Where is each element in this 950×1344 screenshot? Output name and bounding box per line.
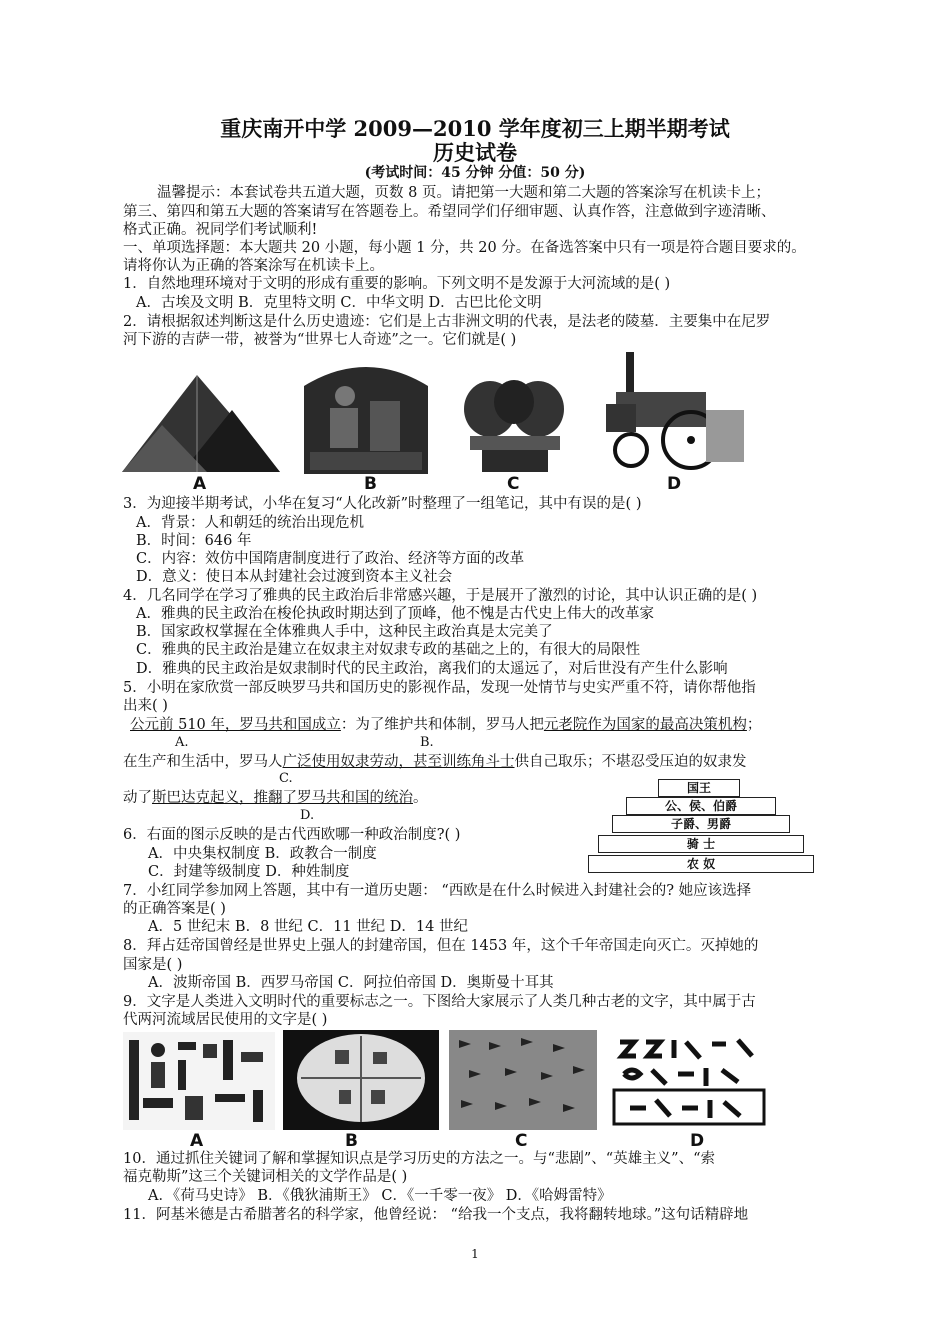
pyramid-level-nobles: 公、侯、伯爵 <box>626 797 776 815</box>
passage-label-c: C. <box>279 771 293 786</box>
passage-label-a: A. <box>175 735 189 750</box>
question-4-stem: 4．几名同学在学习了雅典的民主政治后非常感兴趣，于是展开了激烈的讨论，其中认识正确的是( ) <box>123 588 758 604</box>
passage-d-text: 斯巴达克起义，推翻了罗马共和国的统治 <box>152 790 413 806</box>
lion-capital-image <box>460 374 570 474</box>
exam-subtitle: 历史试卷 <box>433 140 517 165</box>
notice-line: 格式正确。祝同学们考试顺利! <box>123 222 318 238</box>
pyramid-level-viscounts: 子爵、男爵 <box>612 815 790 833</box>
question-5-stem: 5．小明在家欣赏一部反映罗马共和国历史的影视作品，发现一处情节与史实严重不符，请你帮他指 <box>123 680 756 696</box>
question-2-stem: 2．请根据叙述判断这是什么历史遗迹：它们是上古非洲文明的代表，是法老的陵墓．主要集中在尼罗 <box>123 314 771 330</box>
image-label-c: C <box>515 1131 528 1151</box>
notice-line: 温馨提示：本套试卷共五道大题，页数 8 页。请把第一大题和第二大题的答案涂写在机读卡上； <box>157 185 770 201</box>
section-heading: 一、单项选择题：本大题共 20 小题，每小题 1 分，共 20 分。在备选答案中只有一项是符合题目要求的。 <box>123 240 806 256</box>
question-4-option: A．雅典的民主政治在梭伦执政时期达到了顶峰，他不愧是古代史上伟大的改革家 <box>136 606 654 622</box>
question-3-option: A．背景：人和朝廷的统治出现危机 <box>136 515 364 531</box>
question-5-passage-line2: 在生产和生活中，罗马人广泛使用奴隶劳动，甚至训练角斗士供自己取乐；不堪忍受压迫的奴隶发 <box>123 754 747 770</box>
question-11-stem: 11．阿基米德是古希腊著名的科学家，他曾经说： “给我一个支点，我将翻转地球。”这句话精辟地 <box>123 1207 749 1223</box>
question-6-options: A．中央集权制度 B．政教合一制度 <box>148 846 377 862</box>
image-label-a: A <box>190 1131 204 1151</box>
passage-a-text: 公元前 510 年，罗马共和国成立 <box>130 717 341 733</box>
image-label-d: D <box>690 1131 705 1151</box>
question-10-options: A．《荷马史诗》 B．《俄狄浦斯王》 C．《一千零一夜》 D．《哈姆雷特》 <box>148 1188 612 1204</box>
question-3-option: B．时间：646 年 <box>136 533 252 549</box>
oracle-bone-image <box>283 1030 439 1130</box>
image-label-d: D <box>667 474 682 494</box>
stele-image <box>300 356 432 474</box>
question-4-option: B．国家政权掌握在全体雅典人手中，这种民主政治真是太完美了 <box>136 624 553 640</box>
question-1-options: A．古埃及文明 B．克里特文明 C．中华文明 D．古巴比伦文明 <box>136 295 542 311</box>
question-9-stem: 9．文字是人类进入文明时代的重要标志之一。下图给大家展示了人类几种古老的文字，其中属于古 <box>123 994 756 1010</box>
image-label-a: A <box>193 474 207 494</box>
question-10-stem: 福克勒斯”这三个关键词相关的文学作品是( ) <box>123 1169 408 1185</box>
passage-c-text: 广泛使用奴隶劳动，甚至训练角斗士 <box>282 754 515 770</box>
question-7-stem: 7．小红同学参加网上答题，其中有一道历史题： “西欧是在什么时候进入封建社会的? 她应该选择 <box>123 883 752 899</box>
question-3-stem: 3．为迎接半期考试，小华在复习“人化改新”时整理了一组笔记，其中有误的是( ) <box>123 496 642 512</box>
question-8-stem: 8．拜占廷帝国曾经是世界史上强人的封建帝国，但在 1453 年，这个千年帝国走向灭亡。灭掉她的 <box>123 938 759 954</box>
question-8-stem: 国家是( ) <box>123 957 183 973</box>
question-3-option: C．内容：效仿中国隋唐制度进行了政治、经济等方面的改革 <box>136 551 525 567</box>
question-9-stem: 代两河流域居民使用的文字是( ) <box>123 1012 328 1028</box>
question-10-stem: 10．通过抓住关键词了解和掌握知识点是学习历史的方法之一。与“悲剧”、“英雄主义”、“索 <box>123 1151 716 1167</box>
pyramid-level-knights: 骑 士 <box>598 835 804 853</box>
question-6-options: C．封建等级制度 D．种姓制度 <box>148 864 350 880</box>
image-label-b: B <box>364 474 377 494</box>
question-2-stem: 河下游的吉萨一带，被誉为“世界七人奇迹”之一。它们就是( ) <box>123 332 517 348</box>
question-1-stem: 1．自然地理环境对于文明的形成有重要的影响。下列文明不是发源于大河流域的是( ) <box>123 276 671 292</box>
image-label-b: B <box>345 1131 358 1151</box>
pyramid-level-king: 国王 <box>658 779 740 797</box>
ancient-script-image <box>612 1030 772 1130</box>
section-heading: 请将你认为正确的答案涂写在机读卡上。 <box>123 258 384 274</box>
hieroglyphs-image <box>123 1032 275 1130</box>
exam-info: (考试时间：45 分钟 分值：50 分) <box>364 165 586 181</box>
question-4-option: D．雅典的民主政治是奴隶制时代的民主政治，离我们的太遥远了，对后世没有产生什么影响 <box>136 661 728 677</box>
feudal-hierarchy-diagram <box>588 779 848 874</box>
question-5-passage-line3: 动了斯巴达克起义，推翻了罗马共和国的统治。 <box>123 790 428 806</box>
question-3-option: D．意义：使日本从封建社会过渡到资本主义社会 <box>136 569 453 585</box>
question-8-options: A．波斯帝国 B．西罗马帝国 C．阿拉伯帝国 D．奥斯曼十耳其 <box>148 975 554 991</box>
question-5-stem: 出来( ) <box>123 698 168 714</box>
question-4-option: C．雅典的民主政治是建立在奴隶主对奴隶专政的基础之上的，有很大的局限性 <box>136 642 641 658</box>
notice-line: 第三、第四和第五大题的答案请写在答题卷上。希望同学们仔细审题、认真作答，注意做到字迹清晰、 <box>123 204 776 220</box>
cuneiform-image <box>449 1030 597 1130</box>
pyramids-image <box>122 370 280 474</box>
passage-b-text: 元老院作为国家的最高决策机构 <box>543 717 747 733</box>
question-5-passage-line1: 公元前 510 年，罗马共和国成立：为了维护共和体制，罗马人把元老院作为国家的最高决策机构； <box>130 717 762 733</box>
exam-title: 重庆南开中学 2009—2010 学年度初三上期半期考试 <box>220 116 730 141</box>
page-number: 1 <box>471 1247 479 1261</box>
question-7-stem: 的正确答案是( ) <box>123 901 226 917</box>
question-7-options: A．5 世纪末 B．8 世纪 C．11 世纪 D．14 世纪 <box>148 919 468 935</box>
passage-label-d: D. <box>300 808 315 823</box>
steam-tractor-image <box>606 352 744 472</box>
passage-label-b: B. <box>420 735 434 750</box>
image-label-c: C <box>507 474 520 494</box>
question-6-stem: 6．右面的图示反映的是古代西欧哪一种政治制度?( ) <box>123 827 461 843</box>
pyramid-level-serfs: 农 奴 <box>588 855 814 873</box>
